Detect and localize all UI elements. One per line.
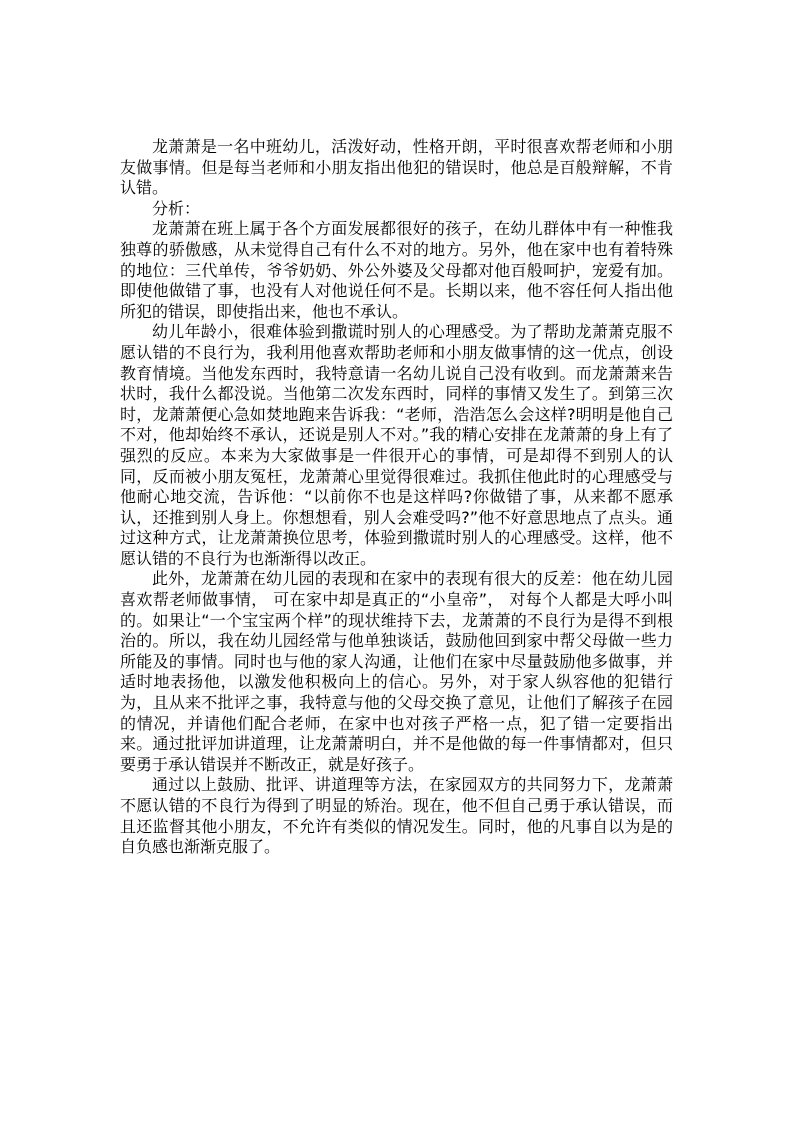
paragraph-conclusion: 通过以上鼓励、批评、讲道理等方法，在家园双方的共同努力下，龙萧萧不愿认错的不良行为得到了明显的矫治。现在，他不但自己勇于承认错误，而且还监督其他小朋友，不允许有类似的情况发生。同时，他的凡事自以为是的自负感也渐渐克服了。 [120,775,673,857]
paragraph-intervention: 幼儿年龄小，很难体验到撒谎时别人的心理感受。为了帮助龙萧萧克服不愿认错的不良行为，我利用他喜欢帮助老师和小朋友做事情的这一优点，创设教育情境。当他发东西时，我特意请一名幼儿说自己没有收到。而龙萧萧来告状时，我什么都没说。当他第二次发东西时，同样的事情又发生了。到第三次时，龙萧萧便心急如焚地跑来告诉我：“老师，浩浩怎么会这样?明明是他自己不对，他却始终不承认，还说是别人不对。”我的精心安排在龙萧萧的身上有了强烈的反应。本来为大家做事是一件很开心的事情，可是却得不到别人的认同，反而被小朋友冤枉，龙萧萧心里觉得很难过。我抓住他此时的心理感受与他耐心地交流，告诉他：“以前你不也是这样吗?你做错了事，从来都不愿承认，还推到别人身上。你想想看，别人会难受吗?”他不好意思地点了点头。通过这种方式，让龙萧萧换位思考，体验到撒谎时别人的心理感受。这样，他不愿认错的不良行为也渐渐得以改正。 [120,322,673,568]
paragraph-background: 龙萧萧在班上属于各个方面发展都很好的孩子，在幼儿群体中有一种惟我独尊的骄傲感，从未觉得自己有什么不对的地方。另外，他在家中也有着特殊的地位：三代单传，爷爷奶奶、外公外婆及父母都对他百般呵护，宠爱有加。即使他做错了事，也没有人对他说任何不是。长期以来，他不容任何人指出他所犯的错误，即使指出来，他也不承认。 [120,219,673,321]
document-body [120,137,673,858]
paragraph-home-school: 此外，龙萧萧在幼儿园的表现和在家中的表现有很大的反差：他在幼儿园喜欢帮老师做事情， 可在家中却是真正的“小皇帝”， 对每个人都是大呼小叫的。如果让“一个宝宝两个样”的现状维持下去，龙萧萧的不良行为是得不到根治的。所以，我在幼儿园经常与他单独谈话，鼓励他回到家中帮父母做一些力所能及的事情。同时也与他的家人沟通，让他们在家中尽量鼓励他多做事，并适时地表扬他，以激发他积极向上的信心。另外，对于家人纵容他的犯错行为，且从来不批评之事，我特意与他的父母交换了意见，让他们了解孩子在园的情况，并请他们配合老师，在家中也对孩子严格一点，犯了错一定要指出来。通过批评加讲道理，让龙萧萧明白，并不是他做的每一件事情都对，但只要勇于承认错误并不断改正，就是好孩子。 [120,569,673,774]
paragraph-analysis-heading: 分析： [152,198,201,218]
paragraph-intro: 龙萧萧是一名中班幼儿，活泼好动，性格开朗，平时很喜欢帮老师和小朋友做事情。但是每当老师和小朋友指出他犯的错误时，他总是百般辩解，不肯认错。 [120,137,673,198]
